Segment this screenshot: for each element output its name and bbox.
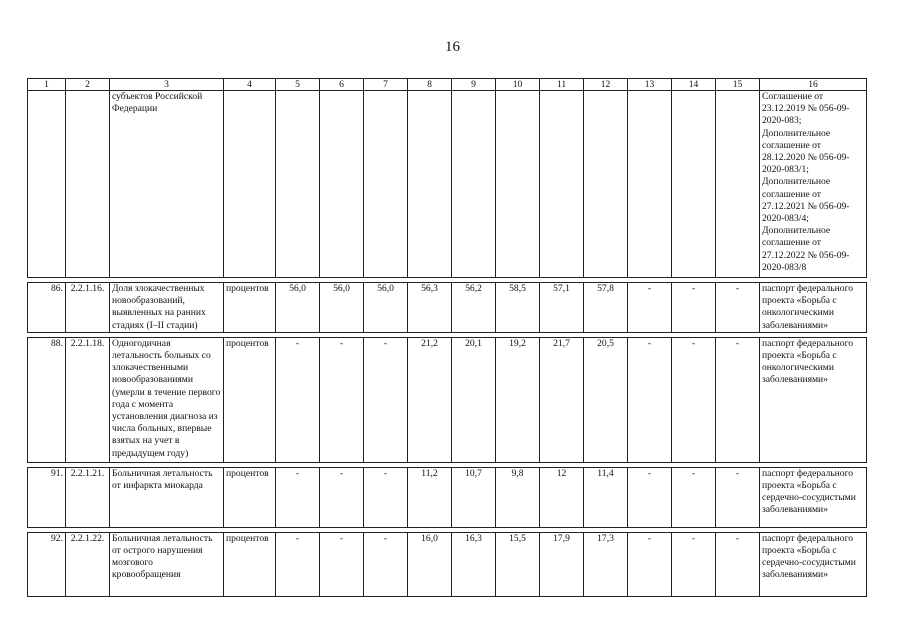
indicator-name-cell: Доля злокачественных новообразований, выявленных на ранних стадиях (I–II стадии)	[110, 283, 224, 333]
indicator-code-cell: 2.2.1.22.	[66, 532, 110, 596]
header-cell: 16	[760, 79, 867, 91]
value-cell	[364, 91, 408, 278]
indicator-name-cell: Больничная летальность от острого нарушения мозгового кровообращения	[110, 532, 224, 596]
source-document-cell: Соглашение от 23.12.2019 № 056-09-2020-083; Дополнительное соглашение от 28.12.2020 № 056-09-2020-083/1; Дополнительное соглашение от 27.12.2021 № 056-09-2020-083/4; Дополнительное соглашение от 27.12.2022 № 056-09-2020-083/8	[760, 91, 867, 278]
value-cell: 11,4	[584, 467, 628, 527]
value-cell	[540, 91, 584, 278]
value-cell: 56,3	[408, 283, 452, 333]
data-table	[27, 78, 867, 597]
indicator-name-cell: субъектов Российской Федерации	[110, 91, 224, 278]
source-document-cell: паспорт федерального проекта «Борьба с онкологическими заболеваниями»	[760, 283, 867, 333]
source-document-cell: паспорт федерального проекта «Борьба с онкологическими заболеваниями»	[760, 337, 867, 462]
value-cell: -	[716, 283, 760, 333]
value-cell: 10,7	[452, 467, 496, 527]
value-cell	[276, 91, 320, 278]
value-cell	[320, 91, 364, 278]
page-number: 16	[445, 39, 460, 55]
table-header-row	[28, 79, 867, 91]
indicator-code-cell: 2.2.1.21.	[66, 467, 110, 527]
source-document-cell: паспорт федерального проекта «Борьба с сердечно-сосудистыми заболеваниями»	[760, 467, 867, 527]
header-cell: 3	[110, 79, 224, 91]
value-cell: -	[716, 467, 760, 527]
header-cell: 15	[716, 79, 760, 91]
value-cell: 20,5	[584, 337, 628, 462]
unit-cell	[224, 91, 276, 278]
value-cell: -	[320, 337, 364, 462]
value-cell: 9,8	[496, 467, 540, 527]
value-cell: 20,1	[452, 337, 496, 462]
value-cell: -	[672, 467, 716, 527]
value-cell	[496, 91, 540, 278]
value-cell: 56,0	[364, 283, 408, 333]
value-cell: 21,2	[408, 337, 452, 462]
value-cell: 56,0	[276, 283, 320, 333]
value-cell: -	[628, 532, 672, 596]
value-cell: -	[364, 337, 408, 462]
value-cell: 17,9	[540, 532, 584, 596]
value-cell: 19,2	[496, 337, 540, 462]
value-cell: -	[320, 467, 364, 527]
value-cell: 16,3	[452, 532, 496, 596]
value-cell: -	[716, 337, 760, 462]
value-cell: 17,3	[584, 532, 628, 596]
table-row	[28, 283, 867, 333]
header-cell: 7	[364, 79, 408, 91]
value-cell: -	[628, 283, 672, 333]
value-cell: -	[672, 337, 716, 462]
value-cell: -	[364, 467, 408, 527]
value-cell: 57,8	[584, 283, 628, 333]
unit-cell: процентов	[224, 337, 276, 462]
value-cell	[584, 91, 628, 278]
header-cell: 8	[408, 79, 452, 91]
value-cell: -	[320, 532, 364, 596]
value-cell	[716, 91, 760, 278]
value-cell: -	[672, 532, 716, 596]
indicator-code-cell: 2.2.1.18.	[66, 337, 110, 462]
value-cell: -	[364, 532, 408, 596]
indicator-code-cell: 2.2.1.16.	[66, 283, 110, 333]
indicator-name-cell: Больничная летальность от инфаркта миокарда	[110, 467, 224, 527]
table-row	[28, 467, 867, 527]
indicator-name-cell: Одногодичная летальность больных со злокачественными новообразованиями (умерли в течение первого года с момента установления диагноза из числа больных, впервые взятых на учет в предыдущем году)	[110, 337, 224, 462]
table-row	[28, 91, 867, 278]
table-row	[28, 337, 867, 462]
value-cell	[672, 91, 716, 278]
header-cell: 14	[672, 79, 716, 91]
value-cell: -	[672, 283, 716, 333]
value-cell: 21,7	[540, 337, 584, 462]
value-cell: 57,1	[540, 283, 584, 333]
header-cell: 13	[628, 79, 672, 91]
unit-cell: процентов	[224, 532, 276, 596]
row-number-cell: 86.	[28, 283, 66, 333]
unit-cell: процентов	[224, 467, 276, 527]
value-cell: -	[716, 532, 760, 596]
value-cell: -	[276, 467, 320, 527]
row-number-cell: 91.	[28, 467, 66, 527]
unit-cell: процентов	[224, 283, 276, 333]
row-number-cell: 88.	[28, 337, 66, 462]
value-cell: 15,5	[496, 532, 540, 596]
value-cell: 56,0	[320, 283, 364, 333]
value-cell	[452, 91, 496, 278]
value-cell	[628, 91, 672, 278]
value-cell: -	[628, 337, 672, 462]
header-cell: 6	[320, 79, 364, 91]
header-cell: 2	[66, 79, 110, 91]
value-cell: -	[276, 532, 320, 596]
source-document-cell: паспорт федерального проекта «Борьба с сердечно-сосудистыми заболеваниями»	[760, 532, 867, 596]
value-cell	[408, 91, 452, 278]
value-cell: 16,0	[408, 532, 452, 596]
header-cell: 11	[540, 79, 584, 91]
indicator-code-cell	[66, 91, 110, 278]
value-cell: 11,2	[408, 467, 452, 527]
header-cell: 9	[452, 79, 496, 91]
header-cell: 4	[224, 79, 276, 91]
value-cell: -	[628, 467, 672, 527]
table-row	[28, 532, 867, 596]
value-cell: 12	[540, 467, 584, 527]
value-cell: 58,5	[496, 283, 540, 333]
header-cell: 5	[276, 79, 320, 91]
value-cell: -	[276, 337, 320, 462]
header-cell: 1	[28, 79, 66, 91]
row-number-cell	[28, 91, 66, 278]
header-cell: 10	[496, 79, 540, 91]
value-cell: 56,2	[452, 283, 496, 333]
row-number-cell: 92.	[28, 532, 66, 596]
header-cell: 12	[584, 79, 628, 91]
